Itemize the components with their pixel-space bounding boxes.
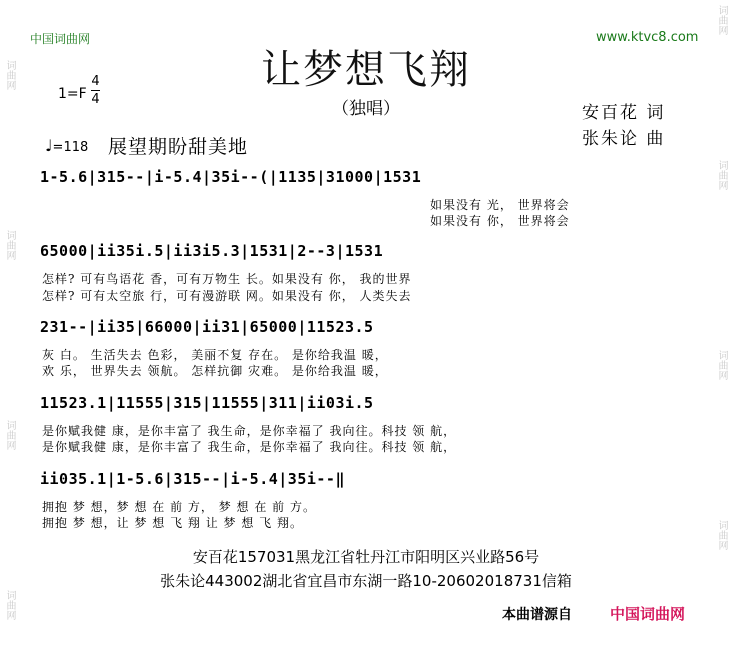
key-signature: 1=F <box>58 86 87 102</box>
source-site-link[interactable]: 中国词曲网 <box>610 605 686 623</box>
site-name-left: 中国词曲网 <box>30 32 91 46</box>
meter-bottom: 4 <box>91 92 100 107</box>
notation-line-3: 231--|ii35|66000|ii31|65000|11523.5 <box>40 318 374 336</box>
lyricist-credit: 安百花 词 <box>582 103 666 123</box>
site-url-right: www.ktvc8.com <box>596 30 699 45</box>
watermark-right-2: 词曲网 <box>716 160 727 190</box>
quarter-note-icon: ♩ <box>45 136 53 155</box>
song-title: 让梦想飞翔 <box>261 47 471 93</box>
notation-line-1: 1-5.6|315--|i-5.4|35i--(|1135|31000|1531 <box>40 168 422 186</box>
time-signature <box>91 74 100 107</box>
watermark-left-3: 词曲网 <box>4 420 15 450</box>
watermark-left-2: 词曲网 <box>4 230 15 260</box>
lyric-line-2a: 怎样? 可有鸟语花 香，可有万物生 长。如果没有 你， 我的世界 <box>42 272 412 286</box>
lyric-line-5b: 拥抱 梦 想，让 梦 想 飞 翔 让 梦 想 飞 翔。 <box>42 516 303 530</box>
lyric-line-3b: 欢 乐， 世界失去 领航。 怎样抗御 灾难。 是你给我温 暖， <box>42 364 388 378</box>
watermark-left-4: 词曲网 <box>4 590 15 620</box>
lyric-line-5a: 拥抱 梦 想，梦 想 在 前 方， 梦 想 在 前 方。 <box>42 500 316 514</box>
notation-line-5: ii035.1|1-5.6|315--|i-5.4|35i--‖ <box>40 470 345 488</box>
tempo-value: =118 <box>52 140 89 155</box>
watermark-right-3: 词曲网 <box>716 350 727 380</box>
watermark-right-4: 词曲网 <box>716 520 727 550</box>
expression-marking: 展望期盼甜美地 <box>108 136 249 158</box>
notation-line-2: 65000|ii35i.5|ii3i5.3|1531|2--3|1531 <box>40 242 384 260</box>
source-label: 本曲谱源自 <box>502 607 572 623</box>
notation-line-4: 11523.1|11555|315|11555|311|ii03i.5 <box>40 394 374 412</box>
watermark-right-1: 词曲网 <box>716 5 727 35</box>
tempo-marking <box>45 136 88 155</box>
meter-top: 4 <box>91 74 100 89</box>
composer-credit: 张朱论 曲 <box>582 129 666 149</box>
lyric-line-4a: 是你赋我健 康，是你丰富了 我生命，是你幸福了 我向往。科技 领 航， <box>42 424 457 438</box>
lyricist-address: 安百花157031黑龙江省牡丹江市阳明区兴业路56号 <box>192 548 540 566</box>
lyric-line-1a: 如果没有 光， 世界将会 <box>430 198 570 212</box>
lyric-line-4b: 是你赋我健 康，是你丰富了 我生命，是你幸福了 我向往。科技 领 航， <box>42 440 457 454</box>
lyric-line-3a: 灰 白。 生活失去 色彩， 美丽不复 存在。 是你给我温 暖， <box>42 348 388 362</box>
watermark-left-1: 词曲网 <box>4 60 15 90</box>
composer-address: 张朱论443002湖北省宜昌市东湖一路10-20602018731信箱 <box>160 572 572 590</box>
lyric-line-2b: 怎样? 可有太空旅 行，可有漫游联 网。如果没有 你， 人类失去 <box>42 289 412 303</box>
song-subtitle: （独唱） <box>332 99 400 119</box>
lyric-line-1b: 如果没有 你， 世界将会 <box>430 214 570 228</box>
